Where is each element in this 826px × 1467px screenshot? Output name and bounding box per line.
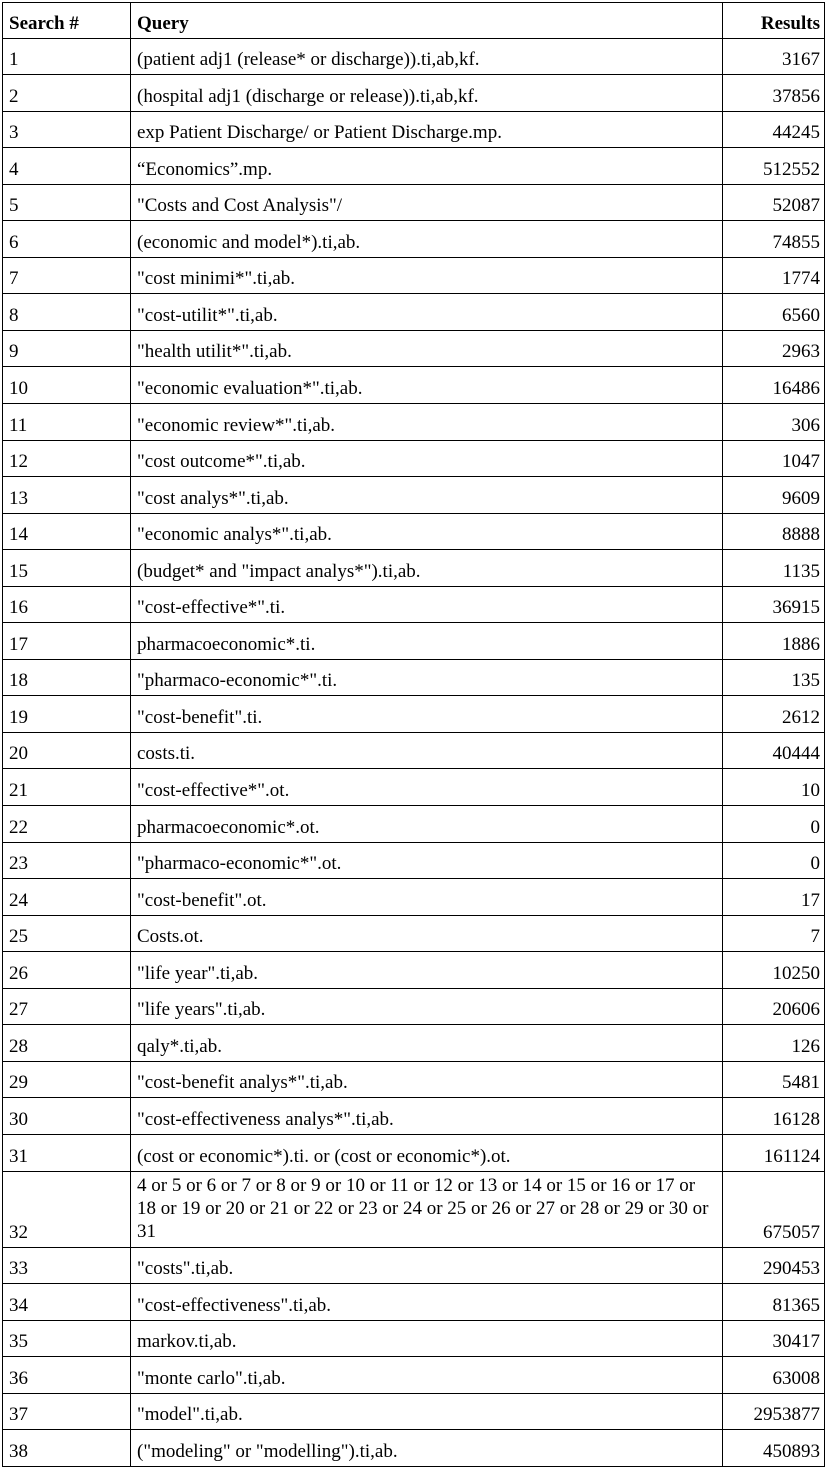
table-row: [3, 1320, 825, 1357]
search-number-cell: 36: [3, 1357, 131, 1394]
query-cell: (hospital adj1 (discharge or release)).ti,ab,kf.: [131, 75, 723, 112]
table-row: [3, 1171, 825, 1247]
table-row: [3, 440, 825, 477]
table-row: [3, 257, 825, 294]
results-cell: 44245: [723, 111, 825, 148]
search-number-cell: 15: [3, 550, 131, 587]
table-row: [3, 367, 825, 404]
table-row: [3, 221, 825, 258]
search-number-cell: 6: [3, 221, 131, 258]
search-number-cell: 28: [3, 1025, 131, 1062]
search-number-cell: 38: [3, 1430, 131, 1467]
query-cell: "cost-effective*".ti.: [131, 586, 723, 623]
query-cell: "cost-effectiveness".ti,ab.: [131, 1284, 723, 1321]
search-number-cell: 17: [3, 623, 131, 660]
results-cell: 36915: [723, 586, 825, 623]
table-row: [3, 586, 825, 623]
table-row: [3, 477, 825, 514]
search-number-cell: 23: [3, 842, 131, 879]
results-cell: 290453: [723, 1247, 825, 1284]
search-number-cell: 24: [3, 879, 131, 916]
results-cell: 52087: [723, 184, 825, 221]
table-row: [3, 1247, 825, 1284]
search-number-cell: 7: [3, 257, 131, 294]
table-row: [3, 1430, 825, 1467]
query-cell: "costs".ti,ab.: [131, 1247, 723, 1284]
results-cell: 512552: [723, 148, 825, 185]
query-cell: "cost-benefit".ot.: [131, 879, 723, 916]
table-row: [3, 696, 825, 733]
table-row: [3, 513, 825, 550]
table-row: [3, 148, 825, 185]
search-number-cell: 34: [3, 1284, 131, 1321]
search-number-cell: 31: [3, 1134, 131, 1171]
search-number-cell: 14: [3, 513, 131, 550]
search-number-cell: 26: [3, 952, 131, 989]
query-cell: ("modeling" or "modelling").ti,ab.: [131, 1430, 723, 1467]
search-number-cell: 20: [3, 732, 131, 769]
search-number-cell: 1: [3, 38, 131, 75]
query-cell: "life year".ti,ab.: [131, 952, 723, 989]
results-cell: 6560: [723, 294, 825, 331]
query-cell: "economic analys*".ti,ab.: [131, 513, 723, 550]
results-cell: 0: [723, 806, 825, 843]
header-search-number: Search #: [3, 3, 131, 39]
results-cell: 1774: [723, 257, 825, 294]
search-number-cell: 33: [3, 1247, 131, 1284]
query-cell: "cost outcome*".ti,ab.: [131, 440, 723, 477]
search-number-cell: 37: [3, 1393, 131, 1430]
results-cell: 3167: [723, 38, 825, 75]
query-cell: (patient adj1 (release* or discharge)).ti,ab,kf.: [131, 38, 723, 75]
query-cell: markov.ti,ab.: [131, 1320, 723, 1357]
query-cell: "cost-effective*".ot.: [131, 769, 723, 806]
table-row: [3, 952, 825, 989]
table-row: [3, 1098, 825, 1135]
results-cell: 74855: [723, 221, 825, 258]
results-cell: 2953877: [723, 1393, 825, 1430]
query-cell: "pharmaco-economic*".ot.: [131, 842, 723, 879]
query-cell: "monte carlo".ti,ab.: [131, 1357, 723, 1394]
table-row: [3, 769, 825, 806]
results-cell: 7: [723, 915, 825, 952]
search-number-cell: 2: [3, 75, 131, 112]
search-number-cell: 30: [3, 1098, 131, 1135]
table-row: [3, 1061, 825, 1098]
results-cell: 16128: [723, 1098, 825, 1135]
search-number-cell: 29: [3, 1061, 131, 1098]
results-cell: 8888: [723, 513, 825, 550]
query-cell: "economic evaluation*".ti,ab.: [131, 367, 723, 404]
search-number-cell: 3: [3, 111, 131, 148]
query-cell: exp Patient Discharge/ or Patient Discharge.mp.: [131, 111, 723, 148]
query-cell: "Costs and Cost Analysis"/: [131, 184, 723, 221]
table-row: [3, 550, 825, 587]
results-cell: 9609: [723, 477, 825, 514]
query-cell: "health utilit*".ti,ab.: [131, 330, 723, 367]
query-cell: "cost analys*".ti,ab.: [131, 477, 723, 514]
search-number-cell: 22: [3, 806, 131, 843]
query-cell: "pharmaco-economic*".ti.: [131, 659, 723, 696]
results-cell: 2612: [723, 696, 825, 733]
results-cell: 10250: [723, 952, 825, 989]
table-row: [3, 1393, 825, 1430]
query-cell: "cost minimi*".ti,ab.: [131, 257, 723, 294]
results-cell: 81365: [723, 1284, 825, 1321]
table-row: [3, 659, 825, 696]
query-cell: pharmacoeconomic*.ti.: [131, 623, 723, 660]
query-cell: qaly*.ti,ab.: [131, 1025, 723, 1062]
results-cell: 30417: [723, 1320, 825, 1357]
query-cell: "cost-utilit*".ti,ab.: [131, 294, 723, 331]
results-cell: 675057: [723, 1171, 825, 1247]
results-cell: 63008: [723, 1357, 825, 1394]
table-row: [3, 38, 825, 75]
results-cell: 17: [723, 879, 825, 916]
query-cell: costs.ti.: [131, 732, 723, 769]
results-cell: 2963: [723, 330, 825, 367]
results-cell: 135: [723, 659, 825, 696]
results-cell: 450893: [723, 1430, 825, 1467]
table-row: [3, 1284, 825, 1321]
table-row: [3, 294, 825, 331]
table-row: [3, 330, 825, 367]
table-row: [3, 988, 825, 1025]
results-cell: 126: [723, 1025, 825, 1062]
results-cell: 1886: [723, 623, 825, 660]
search-number-cell: 19: [3, 696, 131, 733]
search-number-cell: 4: [3, 148, 131, 185]
query-cell: (budget* and "impact analys*").ti,ab.: [131, 550, 723, 587]
table-row: [3, 842, 825, 879]
results-cell: 5481: [723, 1061, 825, 1098]
results-cell: 161124: [723, 1134, 825, 1171]
results-cell: 0: [723, 842, 825, 879]
table-row: [3, 75, 825, 112]
search-number-cell: 16: [3, 586, 131, 623]
table-body: [3, 38, 825, 1466]
results-cell: 37856: [723, 75, 825, 112]
search-number-cell: 18: [3, 659, 131, 696]
query-cell: "cost-benefit analys*".ti,ab.: [131, 1061, 723, 1098]
query-cell: pharmacoeconomic*.ot.: [131, 806, 723, 843]
search-number-cell: 12: [3, 440, 131, 477]
results-cell: 20606: [723, 988, 825, 1025]
results-cell: 1135: [723, 550, 825, 587]
query-cell: "cost-effectiveness analys*".ti,ab.: [131, 1098, 723, 1135]
table-row: [3, 1134, 825, 1171]
query-cell: “Economics”.mp.: [131, 148, 723, 185]
header-query: Query: [131, 3, 723, 39]
table-row: [3, 1025, 825, 1062]
query-cell: "economic review*".ti,ab.: [131, 404, 723, 441]
search-number-cell: 21: [3, 769, 131, 806]
table-row: [3, 879, 825, 916]
results-cell: 16486: [723, 367, 825, 404]
table-row: [3, 915, 825, 952]
search-number-cell: 27: [3, 988, 131, 1025]
search-number-cell: 8: [3, 294, 131, 331]
results-cell: 306: [723, 404, 825, 441]
table-row: [3, 806, 825, 843]
search-number-cell: 9: [3, 330, 131, 367]
query-cell: "life years".ti,ab.: [131, 988, 723, 1025]
query-cell: (cost or economic*).ti. or (cost or economic*).ot.: [131, 1134, 723, 1171]
table-row: [3, 404, 825, 441]
query-cell: 4 or 5 or 6 or 7 or 8 or 9 or 10 or 11 or 12 or 13 or 14 or 15 or 16 or 17 or 18 or 19 or 20 or 21 or 22 or 23 or 24 or 25 or 26 or 27 or 28 or 29 or 30 or 31: [131, 1171, 723, 1247]
search-number-cell: 32: [3, 1171, 131, 1247]
query-cell: "cost-benefit".ti.: [131, 696, 723, 733]
search-number-cell: 11: [3, 404, 131, 441]
table-row: [3, 623, 825, 660]
search-number-cell: 5: [3, 184, 131, 221]
search-number-cell: 13: [3, 477, 131, 514]
search-strategy-table: [2, 2, 825, 1467]
table-header-row: [3, 3, 825, 39]
table-row: [3, 184, 825, 221]
table-row: [3, 732, 825, 769]
results-cell: 10: [723, 769, 825, 806]
results-cell: 40444: [723, 732, 825, 769]
header-results: Results: [723, 3, 825, 39]
results-cell: 1047: [723, 440, 825, 477]
search-number-cell: 10: [3, 367, 131, 404]
table-row: [3, 1357, 825, 1394]
query-cell: (economic and model*).ti,ab.: [131, 221, 723, 258]
table-row: [3, 111, 825, 148]
query-cell: "model".ti,ab.: [131, 1393, 723, 1430]
search-number-cell: 35: [3, 1320, 131, 1357]
search-number-cell: 25: [3, 915, 131, 952]
query-cell: Costs.ot.: [131, 915, 723, 952]
